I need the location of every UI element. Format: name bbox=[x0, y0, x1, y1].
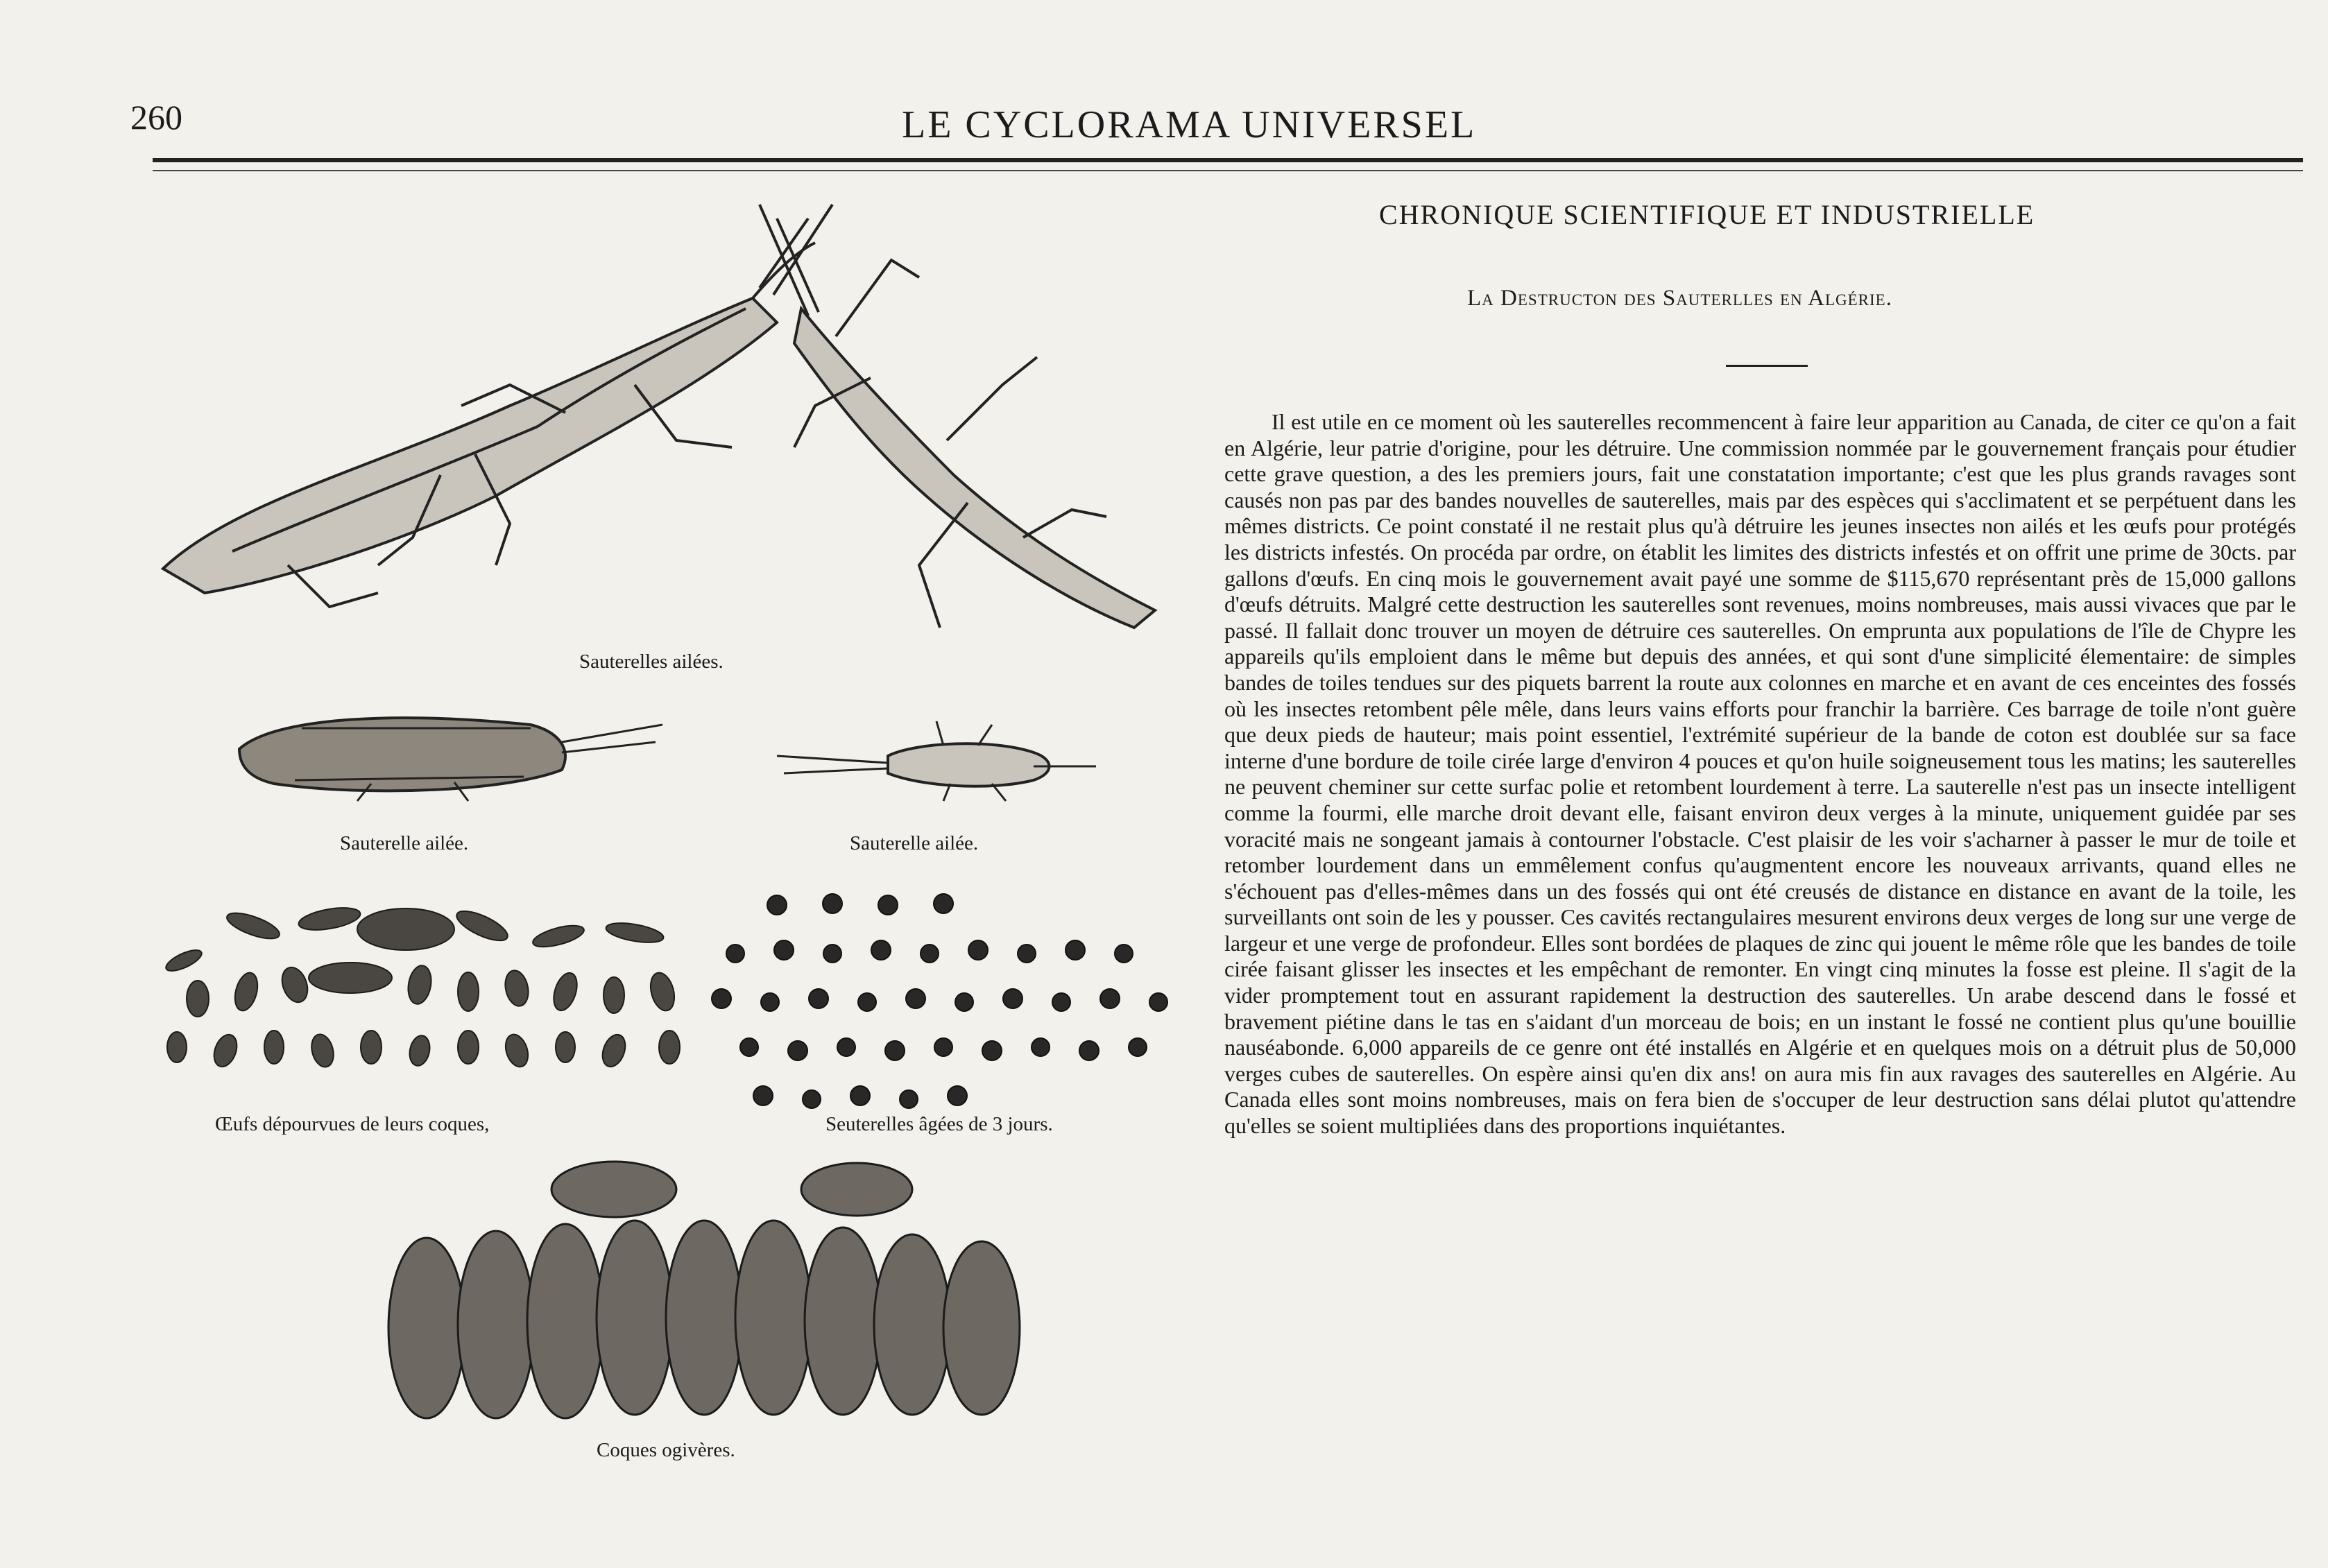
magazine-title: LE CYCLORAMA UNIVERSEL bbox=[902, 103, 1477, 146]
article-body bbox=[1224, 409, 2296, 1139]
header-rule bbox=[153, 158, 2303, 162]
illustration-egg-pods bbox=[385, 1155, 1079, 1446]
caption-winged-locust-left: Sauterelle ailée. bbox=[340, 832, 469, 854]
title-rule bbox=[1726, 365, 1808, 367]
caption-young-locusts: Seuterelles âgées de 3 jours. bbox=[825, 1113, 1053, 1135]
section-title: CHRONIQUE SCIENTIFIQUE ET INDUSTRIELLE bbox=[1379, 199, 2035, 230]
illustration-eggs bbox=[156, 895, 704, 1096]
caption-winged-locusts: Sauterelles ailées. bbox=[579, 651, 724, 673]
header-rule-thin bbox=[153, 170, 2303, 171]
article-paragraph: Il est utile en ce moment où les sauterelles recommencent à faire leur apparition au Canada, de citer ce qu'on a fait en Algérie, leur patrie d'origine, pour les détruire. Une commission nommée par le gouvernement français pour étudier cette grave question, a des les premiers jours, fait une constatation importante; c'est que les plus grands ravages sont causés non pas par des bandes nouvelles de sauterelles, mais par des espèces qui s'acclimatent et se perpétuent dans les mêmes districts. Ce point constaté il ne restait plus qu'à détruire les jeunes insectes non ailés et les œufs pour protégés les districts infestés. On procéda par ordre, on établit les limites des districts infestés et on offrit une prime de 30cts. par gallons d'œufs. En cinq mois le gouvernement avait payé une somme de $115,670 représentant près de 15,000 gallons d'œufs détruits. Malgré cette destruction les sauterelles sont revenues, moins nombreuses, mais aussi vivaces que par le passé. Il fallait donc trouver un moyen de détruire ces sauterelles. On emprunta aux populations de l'île de Chypre les appareils qu'ils emploient dans le même but depuis des années, et qui sont d'une simplicité élementaire: de simples bandes de toiles tendues sur des piquets barrent la route aux colonnes en marche et en avant de ces enceintes des fossés où les insectes retombent pêle mêle, dans leurs vains efforts pour franchir la barrière. Ces barrage de toile n'ont guère que deux pieds de hauteur; mais point essentiel, l'extrémité supérieur de la bande de coton est doublée sur sa face interne d'une bordure de toile cirée large d'environ 4 pouces et qu'on huile soigneusement tous les matins; les sauterelles ne peuvent cheminer sur cette surfac polie et retombent lourdement à terre. La sauterelle n'est pas un insecte intelligent comme la fourmi, elle marche droit devant elle, faisant environ deux verges à la minute, uniquement guidée par ses voracité mais ne songeant jamais à contourner l'obstacle. C'est plaisir de les voir s'acharner à passer le mur de toile et retomber lourdement dans un emmêlement confus qu'augmentent encore les nouveaux arrivants, quand elles ne s'échouent pas d'elles-mêmes dans un des fossés qui ont été creusés de distance en distance en avant de la toile, les surveillants ont soin de les y pousser. Ces cavités rectangulaires mesurent environs deux verges de long sur une verge de largeur et une verge de profondeur. Elles sont bordées de plaques de zinc qui jouent le même rôle que les bandes de toile cirée faisant glisser les insectes et les empêchant de remonter. En vingt cinq minutes la fosse est pleine. Il s'agit de la vider promptement tout en assurant rapidement la destruction des sauterelles. Un arabe descend dans le fossé et bravement piétine dans le tas en s'aidant d'un morceau de bois; en un instant le fossé ne contient plus qu'une bouillie nauséabonde. 6,000 appareils de ce genre ont été installés en Algérie et en quelques mois on a détruit plus de 50,000 verges cubes de sauterelles. On espère ainsi qu'en dix ans! on aura mis fin aux ravages des sauterelles en Algérie. Au Canada elles sont moins nombreuses, mais on fera bien de s'occuper de leur destruction sans délai plutot qu'attendre qu'elles se soient multipliées dans des proportions inquiétantes. bbox=[1224, 409, 2296, 1139]
illustration-winged-locust-left bbox=[232, 700, 669, 804]
illustration-young-locusts bbox=[708, 884, 1193, 1120]
article-title: La Destructon des Sauterlles en Algérie. bbox=[1467, 286, 1892, 311]
illustration-winged-locusts bbox=[149, 177, 1204, 655]
page-number: 260 bbox=[130, 98, 182, 137]
illustration-winged-locust-right bbox=[770, 714, 1117, 804]
caption-egg-pods: Coques ogivères. bbox=[597, 1439, 735, 1461]
caption-eggs: Œufs dépourvues de leurs coques, bbox=[215, 1113, 490, 1135]
caption-winged-locust-right: Sauterelle ailée. bbox=[850, 832, 979, 854]
